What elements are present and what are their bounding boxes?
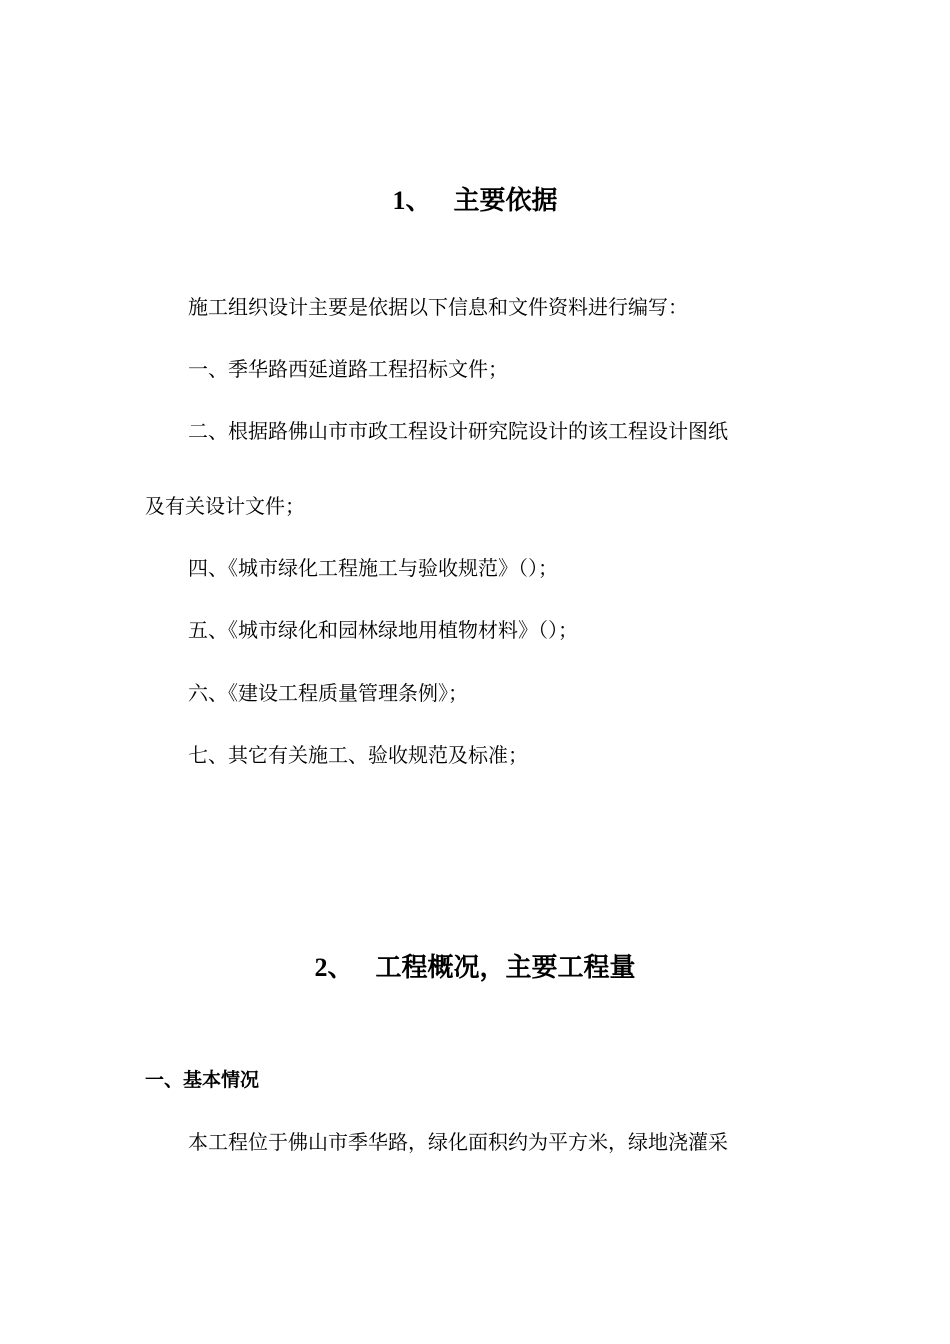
- basis-item-6: 六、《建设工程质量管理条例》；: [188, 681, 468, 705]
- section-2-number: 2、: [314, 953, 354, 982]
- basic-info-subheading: 一、基本情况: [145, 1069, 260, 1091]
- basis-item-2-line-2: 及有关设计文件；: [145, 494, 305, 518]
- basis-item-2-line-1: 二、根据路佛山市市政工程设计研究院设计的该工程设计图纸: [188, 419, 728, 443]
- section-2-heading: [0, 953, 950, 983]
- intro-paragraph: 施工组织设计主要是依据以下信息和文件资料进行编写：: [188, 295, 688, 319]
- basis-item-5: 五、《城市绿化和园林绿地用植物材料》（）；: [188, 618, 578, 642]
- section-1-number: 1、: [392, 186, 432, 215]
- basis-item-7: 七、其它有关施工、验收规范及标准；: [188, 743, 528, 767]
- basis-item-1: 一、季华路西延道路工程招标文件；: [188, 357, 508, 381]
- basic-info-paragraph: 本工程位于佛山市季华路，绿化面积约为平方米，绿地浇灌采: [188, 1130, 728, 1154]
- section-2-title: 工程概况，主要工程量: [375, 953, 636, 983]
- section-1-title: 主要依据: [453, 186, 558, 216]
- basis-item-4: 四、《城市绿化工程施工与验收规范》（）；: [188, 556, 558, 580]
- section-1-heading: [0, 186, 950, 216]
